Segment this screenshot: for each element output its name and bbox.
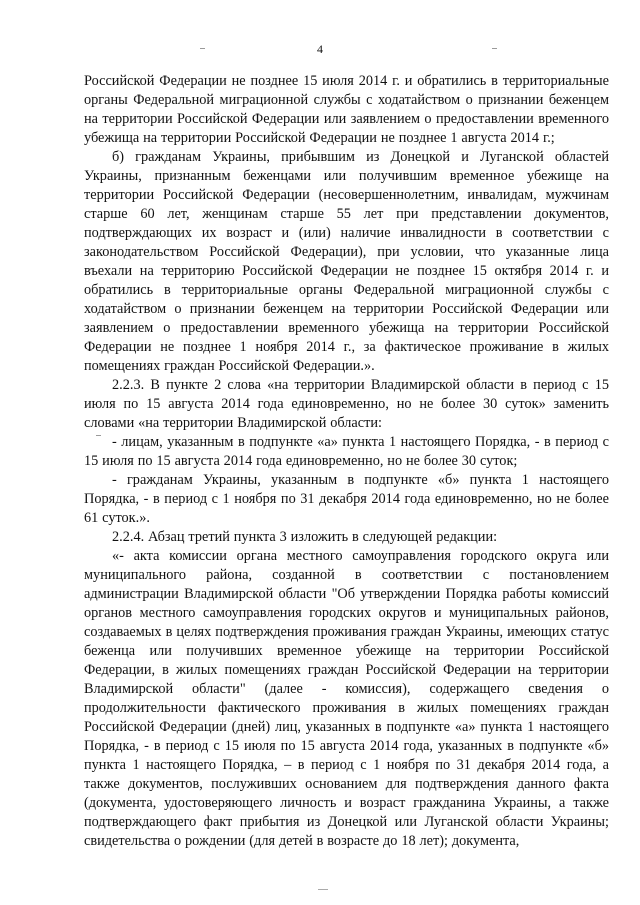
paragraph-quoted-text: «- акта комиссии органа местного самоуправления городского округа или муниципального района, созданной в соответствии с постановлением администрации Владимирской области "Об утверждении Порядка работы комиссий органов местного самоуправления городских округов и муниципальных районов, создаваемых в целях подтверждения проживания граждан Украины, имеющих статус беженца или получивших временное убежище на территории Российской Федерации, в жилых помещениях граждан Российской Федерации на территории Владимирской области" (далее - комиссия), содержащего сведения о продолжительности фактического проживания в жилых помещениях граждан Российской Федерации (дней) лиц, указанных в подпункте «а» пункта 1 настоящего Порядка, - в период с 15 июля по 15 августа 2014 года, указанных в подпункте «б» пункта 1 настоящего Порядка, – в период с 1 ноября по 31 декабря 2014 года, а также документов, послуживших основанием для подтверждения данного факта (документа, удостоверяющего личность и возраст гражданина Украины, а также подтверждающего факт прибытия из Донецкой или Луганской области Украины; свидетельства о рождении (для детей в возрасте до 18 лет); документа, [84,548,609,849]
scan-mark [492,48,497,49]
scan-mark [318,889,328,890]
page-number: 4 [317,42,323,56]
scan-mark [200,48,205,49]
paragraph-item-b: б) гражданам Украины, прибывшим из Донецкой и Луганской областей Украины, признанным беженцами или получившим временное убежище на территории Российской Федерации (несовершеннолетним, инвалидам, мужчинам старше 60 лет, женщинам старше 55 лет при представлении документов, подтверждающих их возраст и (или) наличие инвалидности в соответствии с законодательством Российской Федерации), при условии, что указанные лица въехали на территорию Российской Федерации не позднее 15 октября 2014 г. и обратились в территориальные органы Федеральной миграционной службы с ходатайством о признании беженцем на территории Российской Федерации или заявлением о предоставлении временного убежища на территории Российской Федерации не позднее 1 ноября 2014 г., за фактическое проживание в жилых помещениях граждан Российской Федерации.». [84,149,609,374]
list-item-b: - гражданам Украины, указанным в подпункте «б» пункта 1 настоящего Порядка, - в период с 1 ноября по 31 декабря 2014 года единовременно, но не более 61 суток.». [84,472,609,526]
paragraph-continuation: Российской Федерации не позднее 15 июля 2014 г. и обратились в территориальные органы Федеральной миграционной службы с ходатайством о признании беженцем на территории Российской Федерации или заявлением о предоставлении временного убежища на территории Российской Федерации не позднее 1 августа 2014 г.; [84,73,609,146]
body-text [84,72,609,851]
paragraph-2-2-3: 2.2.3. В пункте 2 слова «на территории Владимирской области в период с 15 июля по 15 августа 2014 года единовременно, но не более 30 суток» заменить словами «на территории Владимирской области: [84,377,609,431]
list-item-a: - лицам, указанным в подпункте «а» пункта 1 настоящего Порядка, - в период с 15 июля по 15 августа 2014 года единовременно, но не более 30 суток; [84,434,609,469]
paragraph-2-2-4: 2.2.4. Абзац третий пункта 3 изложить в следующей редакции: [112,529,498,545]
